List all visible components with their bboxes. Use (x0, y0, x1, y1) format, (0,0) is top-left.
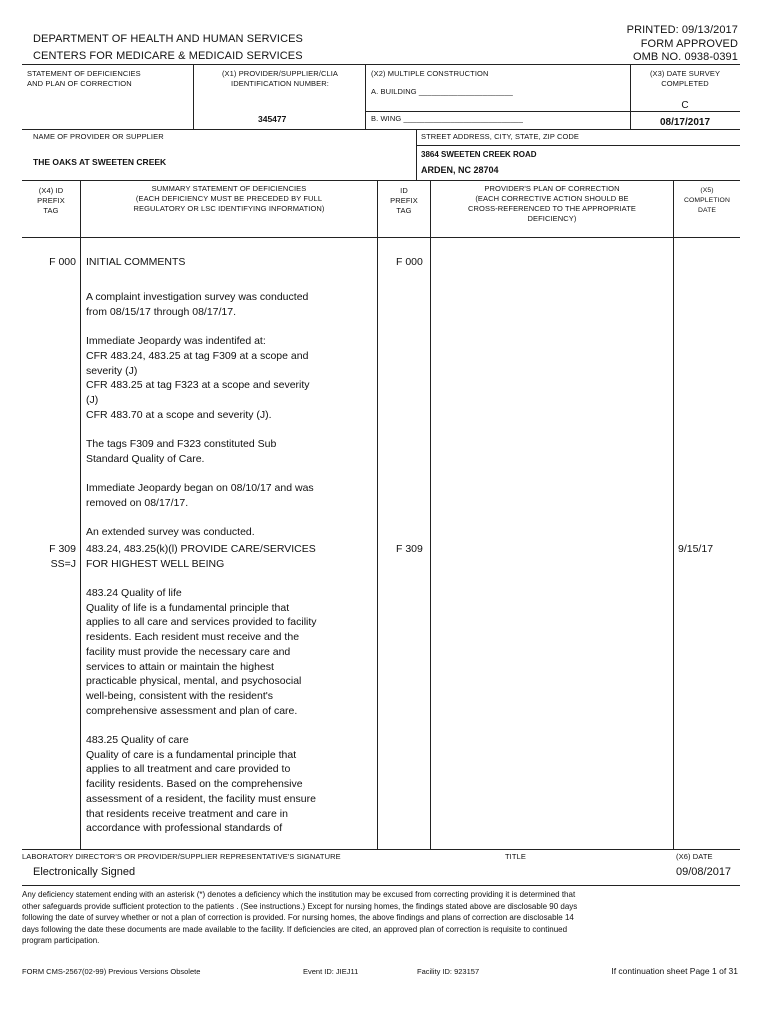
summary-header: SUMMARY STATEMENT OF DEFICIENCIES (EACH DEFICIENCY MUST BE PRECEDED BY FULL REGULATORY OR LSC IDENTIFYING INFORMATION) (133, 184, 325, 213)
paragraph: 483.25 Quality of care Quality of care is a fundamental principle that applies to all treatment and care provided to facility residents. Based on the comprehensive assessment of a resident, the facility must ensure that residents receive treatment and care in accordance with professional standards of (86, 734, 316, 835)
x2-label: (X2) MULTIPLE CONSTRUCTION (371, 69, 489, 78)
form-approved: FORM APPROVED (640, 37, 738, 50)
x3-code: C (681, 100, 689, 111)
x4-header: (X4) ID PREFIX TAG (37, 186, 65, 215)
x1-value: 345477 (258, 114, 287, 124)
x3-label: (X3) DATE SURVEY COMPLETED (649, 69, 721, 88)
signature-value: Electronically Signed (33, 866, 136, 878)
f000-title: INITIAL COMMENTS (86, 256, 186, 268)
statement-label: STATEMENT OF DEFICIENCIES AND PLAN OF CORRECTION (27, 69, 141, 88)
f309-right-tag: F 309 (396, 543, 423, 555)
page-number: If continuation sheet Page 1 of 31 (611, 966, 738, 976)
x1-label: (X1) PROVIDER/SUPPLIER/CLIA IDENTIFICATION NUMBER: (221, 69, 339, 88)
printed-info (627, 24, 738, 65)
printed-date: PRINTED: 09/13/2017 (626, 24, 738, 36)
event-id: Event ID: JIEJ11 (303, 967, 359, 976)
wing-label: B. WING ____________________________ (371, 114, 524, 123)
provider-name: THE OAKS AT SWEETEN CREEK (33, 157, 167, 167)
title-label: TITLE (505, 852, 526, 861)
facility-id: Facility ID: 923157 (417, 967, 480, 976)
address-label: STREET ADDRESS, CITY, STATE, ZIP CODE (421, 132, 580, 141)
paragraph: An extended survey was conducted. (86, 526, 255, 539)
f309-scope: SS=J (50, 558, 76, 570)
signature-label: LABORATORY DIRECTOR'S OR PROVIDER/SUPPLIER REPRESENTATIVE'S SIGNATURE (22, 852, 341, 861)
building-label: A. BUILDING ______________________ (371, 87, 513, 96)
signature-date: 09/08/2017 (676, 866, 732, 878)
f309-tag: F 309 (49, 543, 76, 555)
centers-title: CENTERS FOR MEDICARE & MEDICAID SERVICES (33, 50, 303, 62)
paragraph: 483.24 Quality of life Quality of life is a fundamental principle that applies to all care and services provided to facility residents. Each resident must receive and the facility must provide the necessary care and services to attain or maintain the highest practicable physical, mental, and psychosocial well-being, consistent with the resident's comprehensive assessment and plan of care. (86, 587, 317, 717)
street-address: 3864 SWEETEN CREEK ROAD (421, 150, 537, 159)
paragraph: Immediate Jeopardy was indentifed at: CFR 483.24, 483.25 at tag F309 at a scope and severity (J) CFR 483.25 at tag F323 at a scope and severity (J) CFR 483.70 at a scope and severity (J). (86, 335, 310, 421)
disclaimer-text: Any deficiency statement ending with an asterisk (*) denotes a deficiency which the institution may be excused from correcting providing it is determined that other safeguards provide sufficient protection to the patients . (See instructions.) Except for nursing homes, the findings stated above are disclosable 90 days following the date of survey whether or not a plan of correction is provided. For nursing homes, the above findings and plans of correction are disclosable 14 days following the date these documents are made available to the facility. If deficiencies are cited, an approved plan of correction is requisite to continued program participation. (22, 890, 578, 946)
form-id: FORM CMS-2567(02-99) Previous Versions Obsolete (22, 967, 201, 976)
f000-tag: F 000 (49, 256, 76, 268)
f309-completion-date: 9/15/17 (678, 543, 714, 555)
provider-name-label: NAME OF PROVIDER OR SUPPLIER (33, 132, 164, 141)
date-label: (X6) DATE (676, 852, 713, 861)
f309-title: 483.24, 483.25(k)(l) PROVIDE CARE/SERVICES FOR HIGHEST WELL BEING (86, 543, 316, 570)
summary-text-block-1 (86, 290, 372, 555)
x5-header: (X5) COMPLETION DATE (684, 187, 730, 214)
paragraph: Immediate Jeopardy began on 08/10/17 and was removed on 08/17/17. (86, 482, 314, 509)
department-title: DEPARTMENT OF HEALTH AND HUMAN SERVICES (33, 33, 303, 45)
x3-date: 08/17/2017 (659, 117, 711, 128)
f000-right-tag: F 000 (396, 256, 423, 268)
omb-number: OMB NO. 0938-0391 (632, 51, 738, 63)
city-state-zip: ARDEN, NC 28704 (421, 165, 499, 175)
paragraph: The tags F309 and F323 constituted Sub Standard Quality of Care. (86, 438, 277, 465)
id-header: ID PREFIX TAG (390, 186, 418, 215)
summary-text-block-2 (86, 586, 372, 851)
plan-header: PROVIDER'S PLAN OF CORRECTION (EACH CORRECTIVE ACTION SHOULD BE CROSS-REFERENCED TO THE APPROPRIATE DEFICIENCY) (468, 184, 636, 223)
paragraph: A complaint investigation survey was conducted from 08/15/17 through 08/17/17. (86, 291, 309, 318)
